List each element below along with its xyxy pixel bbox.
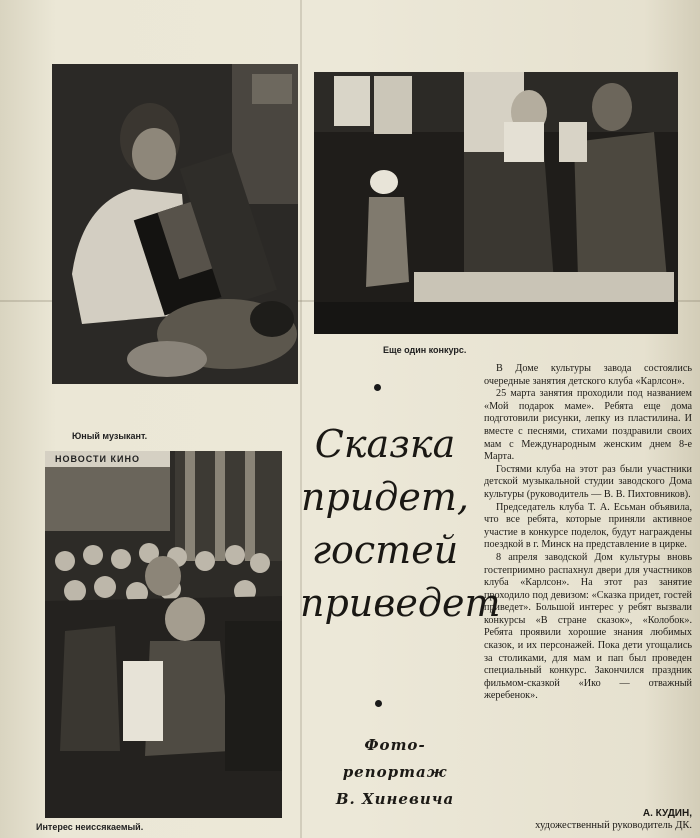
news-sign: НОВОСТИ КИНО	[55, 454, 140, 464]
article-body	[484, 363, 692, 703]
headline-line: гостей	[311, 528, 459, 572]
photo-another-contest	[314, 72, 678, 334]
caption-another-contest: Еще один конкурс.	[383, 345, 467, 355]
article-headline	[300, 418, 501, 630]
article-signature	[480, 808, 692, 832]
author-role: художественный руководитель ДК.	[535, 820, 692, 831]
byline-line: репортаж	[342, 763, 448, 781]
headline-line: приведет	[300, 581, 501, 625]
caption-young-musician: Юный музыкант.	[72, 431, 148, 441]
byline-line: В. Хиневича	[335, 790, 455, 808]
byline-line: Фото-	[364, 736, 426, 754]
article-paragraph: 8 апреля заводской Дом культуры вновь гостеприимно распахнул двери для участников клуба «Карлсон». На этот раз занятие проходило под девизом: «Сказка придет, гостей приведет». Большой интерес у ребят вызвали конкурсы «В стране сказок», «Колобок». Ребята проявили хорошие знания любимых сказок, и их персонажей. Пока дети угощались за столиками, для мам и пап был проведен специальный конкурс. Закончился праздник фильмом-сказкой «Ико — отважный жеребенок».	[484, 551, 692, 702]
photo-byline	[325, 732, 465, 813]
headline-line: Сказка	[314, 422, 456, 466]
headline-line: придет,	[301, 475, 469, 519]
author-name: А. КУДИН,	[642, 808, 692, 819]
article-paragraph: Председатель клуба Т. А. Есьман объявила, что все ребята, которые приняли активное участие в конкурсе поделок, будут награждены поездкой в г. Минск на представление в цирке.	[484, 501, 692, 551]
photo-young-musician	[52, 64, 298, 384]
bullet-dot	[374, 384, 381, 391]
bullet-dot	[375, 700, 382, 707]
article-paragraph: 25 марта занятия проходили под названием «Мой подарок маме». Ребята еще дома подготовили рисунки, лепку из пластилина. И вместе с песнями, стихами поздравили своих мам с Международным женским днем 8-е Марта.	[484, 388, 692, 463]
article-paragraph: В Доме культуры завода состоялись очередные занятия детского клуба «Карлсон».	[484, 363, 692, 387]
photo-audience	[45, 451, 282, 818]
article-paragraph: Гостями клуба на этот раз были участники детской музыкальной студии заводского Дома культуры (руководитель — В. В. Пихтовников).	[484, 463, 692, 500]
caption-audience: Интерес неиссякаемый.	[36, 822, 144, 832]
